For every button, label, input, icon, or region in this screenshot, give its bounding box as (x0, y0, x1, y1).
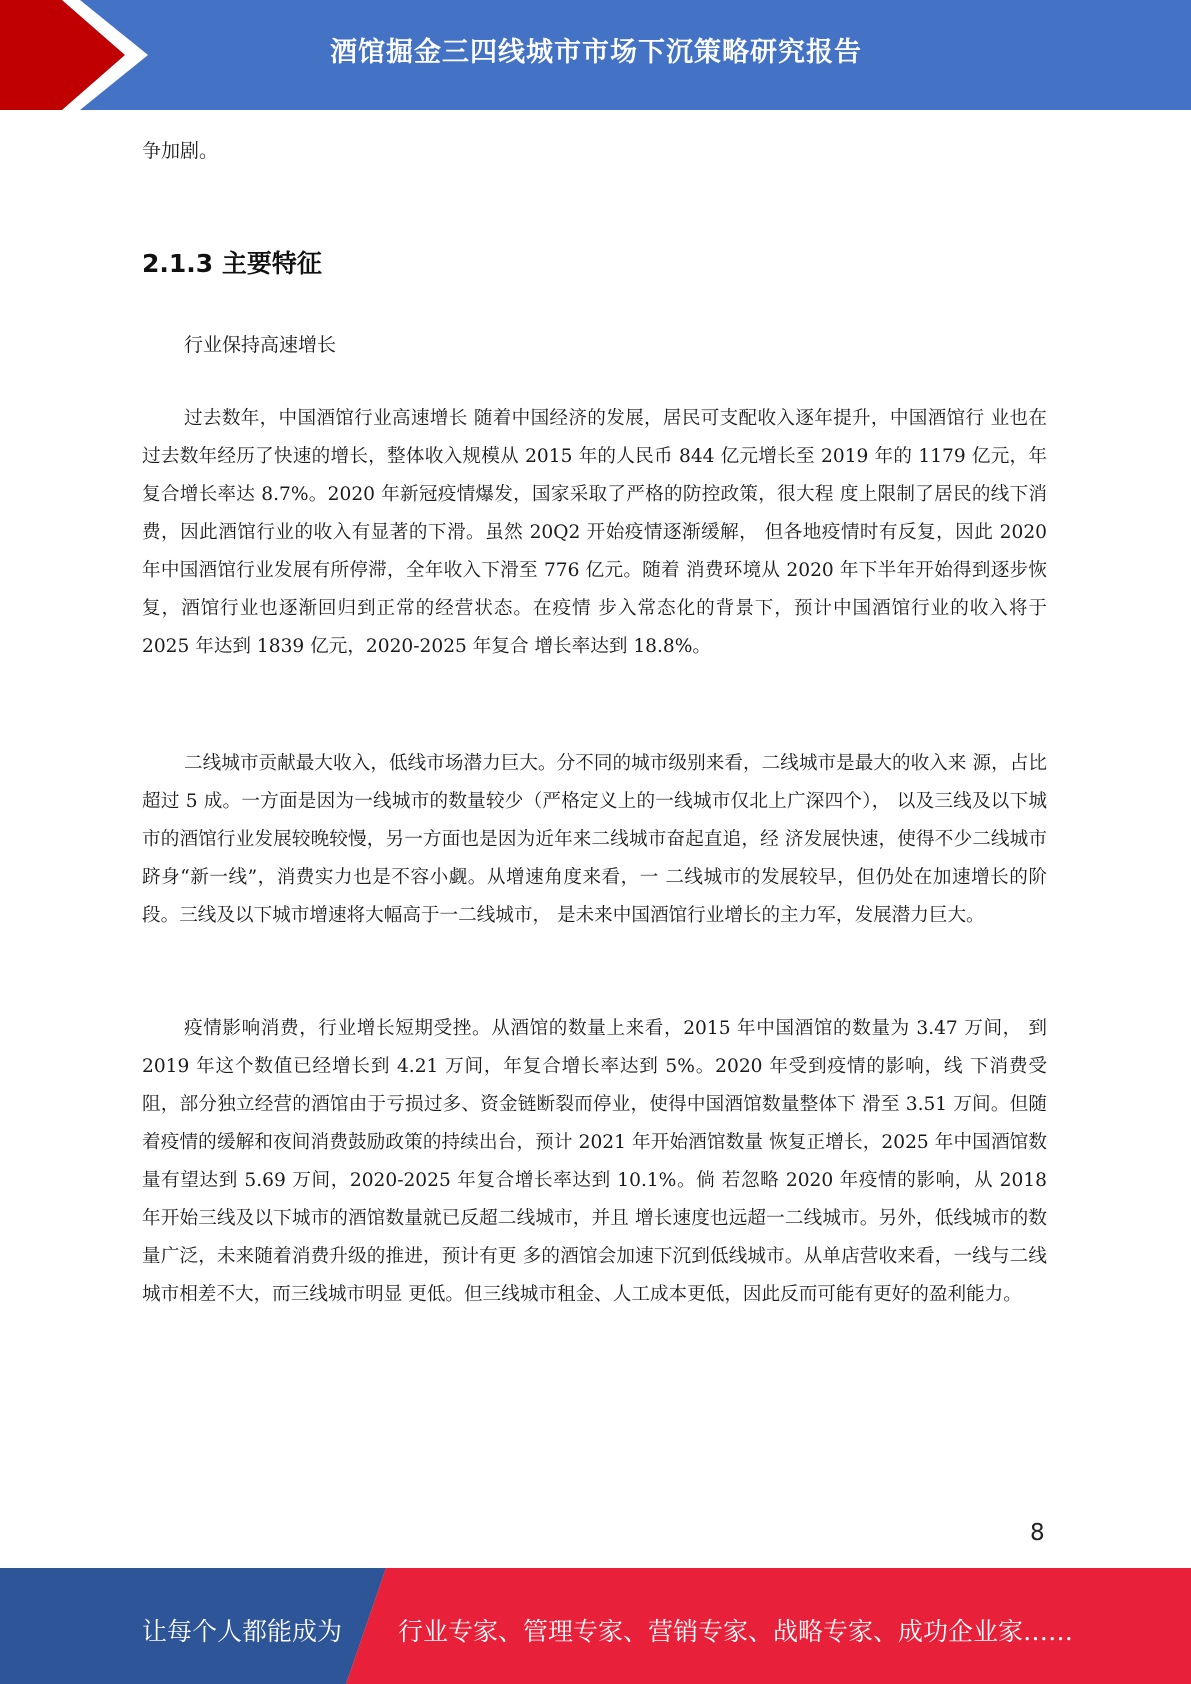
paragraph-industry-growth: 过去数年，中国酒馆行业高速增长 随着中国经济的发展，居民可支配收入逐年提升，中国酒馆行 业也在过去数年经历了快速的增长，整体收入规模从 2015 年的人民币 844 亿元增长至 2019 年的 1179 亿元，年复合增长率达 8.7%。2020 年新冠疫情爆发，国家采取了严格的防控政策，很大程 度上限制了居民的线下消费，因此酒馆行业的收入有显著的下滑。虽然 20Q2 开始疫情逐渐缓解， 但各地疫情时有反复，因此 2020 年中国酒馆行业发展有所停滞，全年收入下滑至 776 亿元。随着 消费环境从 2020 年下半年开始得到逐步恢复，酒馆行业也逐渐回归到正常的经营状态。在疫情 步入常态化的背景下，预计中国酒馆行业的收入将于 2025 年达到 1839 亿元，2020-2025 年复合 增长率达到 18.8%。 (142, 408, 1047, 657)
page-number: 8 (1030, 1520, 1045, 1546)
page-header (0, 0, 1191, 110)
footer-slogan-left: 让每个人都能成为 (142, 1617, 343, 1646)
paragraph-pandemic-impact: 疫情影响消费，行业增长短期受挫。从酒馆的数量上来看，2015 年中国酒馆的数量为 3.47 万间， 到 2019 年这个数值已经增长到 4.21 万间，年复合增长率达到 5%。2020 年受到疫情的影响，线 下消费受阻，部分独立经营的酒馆由于亏损过多、资金链断裂而停业，使得中国酒馆数量整体下 滑至 3.51 万间。但随着疫情的缓解和夜间消费鼓励政策的持续出台，预计 2021 年开始酒馆数量 恢复正增长，2025 年中国酒馆数量有望达到 5.69 万间，2020-2025 年复合增长率达到 10.1%。倘 若忽略 2020 年疫情的影响，从 2018 年开始三线及以下城市的酒馆数量就已反超二线城市，并且 增长速度也远超一二线城市。另外，低线城市的数量广泛，未来随着消费升级的推进，预计有更 多的酒馆会加速下沉到低线城市。从单店营收来看，一线与二线城市相差不大，而三线城市明显 更低。但三线城市租金、人工成本更低，因此反而可能有更好的盈利能力。 (142, 1018, 1047, 1305)
section-subheading: 行业保持高速增长 (184, 334, 337, 356)
paragraph-city-tiers: 二线城市贡献最大收入，低线市场潜力巨大。分不同的城市级别来看，二线城市是最大的收入来 源，占比超过 5 成。一方面是因为一线城市的数量较少（严格定义上的一线城市仅北上广深四个）， 以及三线及以下城市的酒馆行业发展较晚较慢，另一方面也是因为近年来二线城市奋起直追，经 济发展快速，使得不少二线城市跻身“新一线”，消费实力也是不容小觑。从增速角度来看，一 二线城市的发展较早，但仍处在加速增长的阶段。三线及以下城市增速将大幅高于一二线城市， 是未来中国酒馆行业增长的主力军，发展潜力巨大。 (142, 753, 1047, 926)
report-title: 酒馆掘金三四线城市市场下沉策略研究报告 (330, 37, 862, 68)
section-heading: 2.1.3 主要特征 (142, 249, 322, 278)
footer-slogan-right: 行业专家、管理专家、营销专家、战略专家、成功企业家…… (398, 1617, 1074, 1646)
continuation-text: 争加剧。 (142, 140, 219, 162)
page-footer (0, 1568, 1191, 1684)
